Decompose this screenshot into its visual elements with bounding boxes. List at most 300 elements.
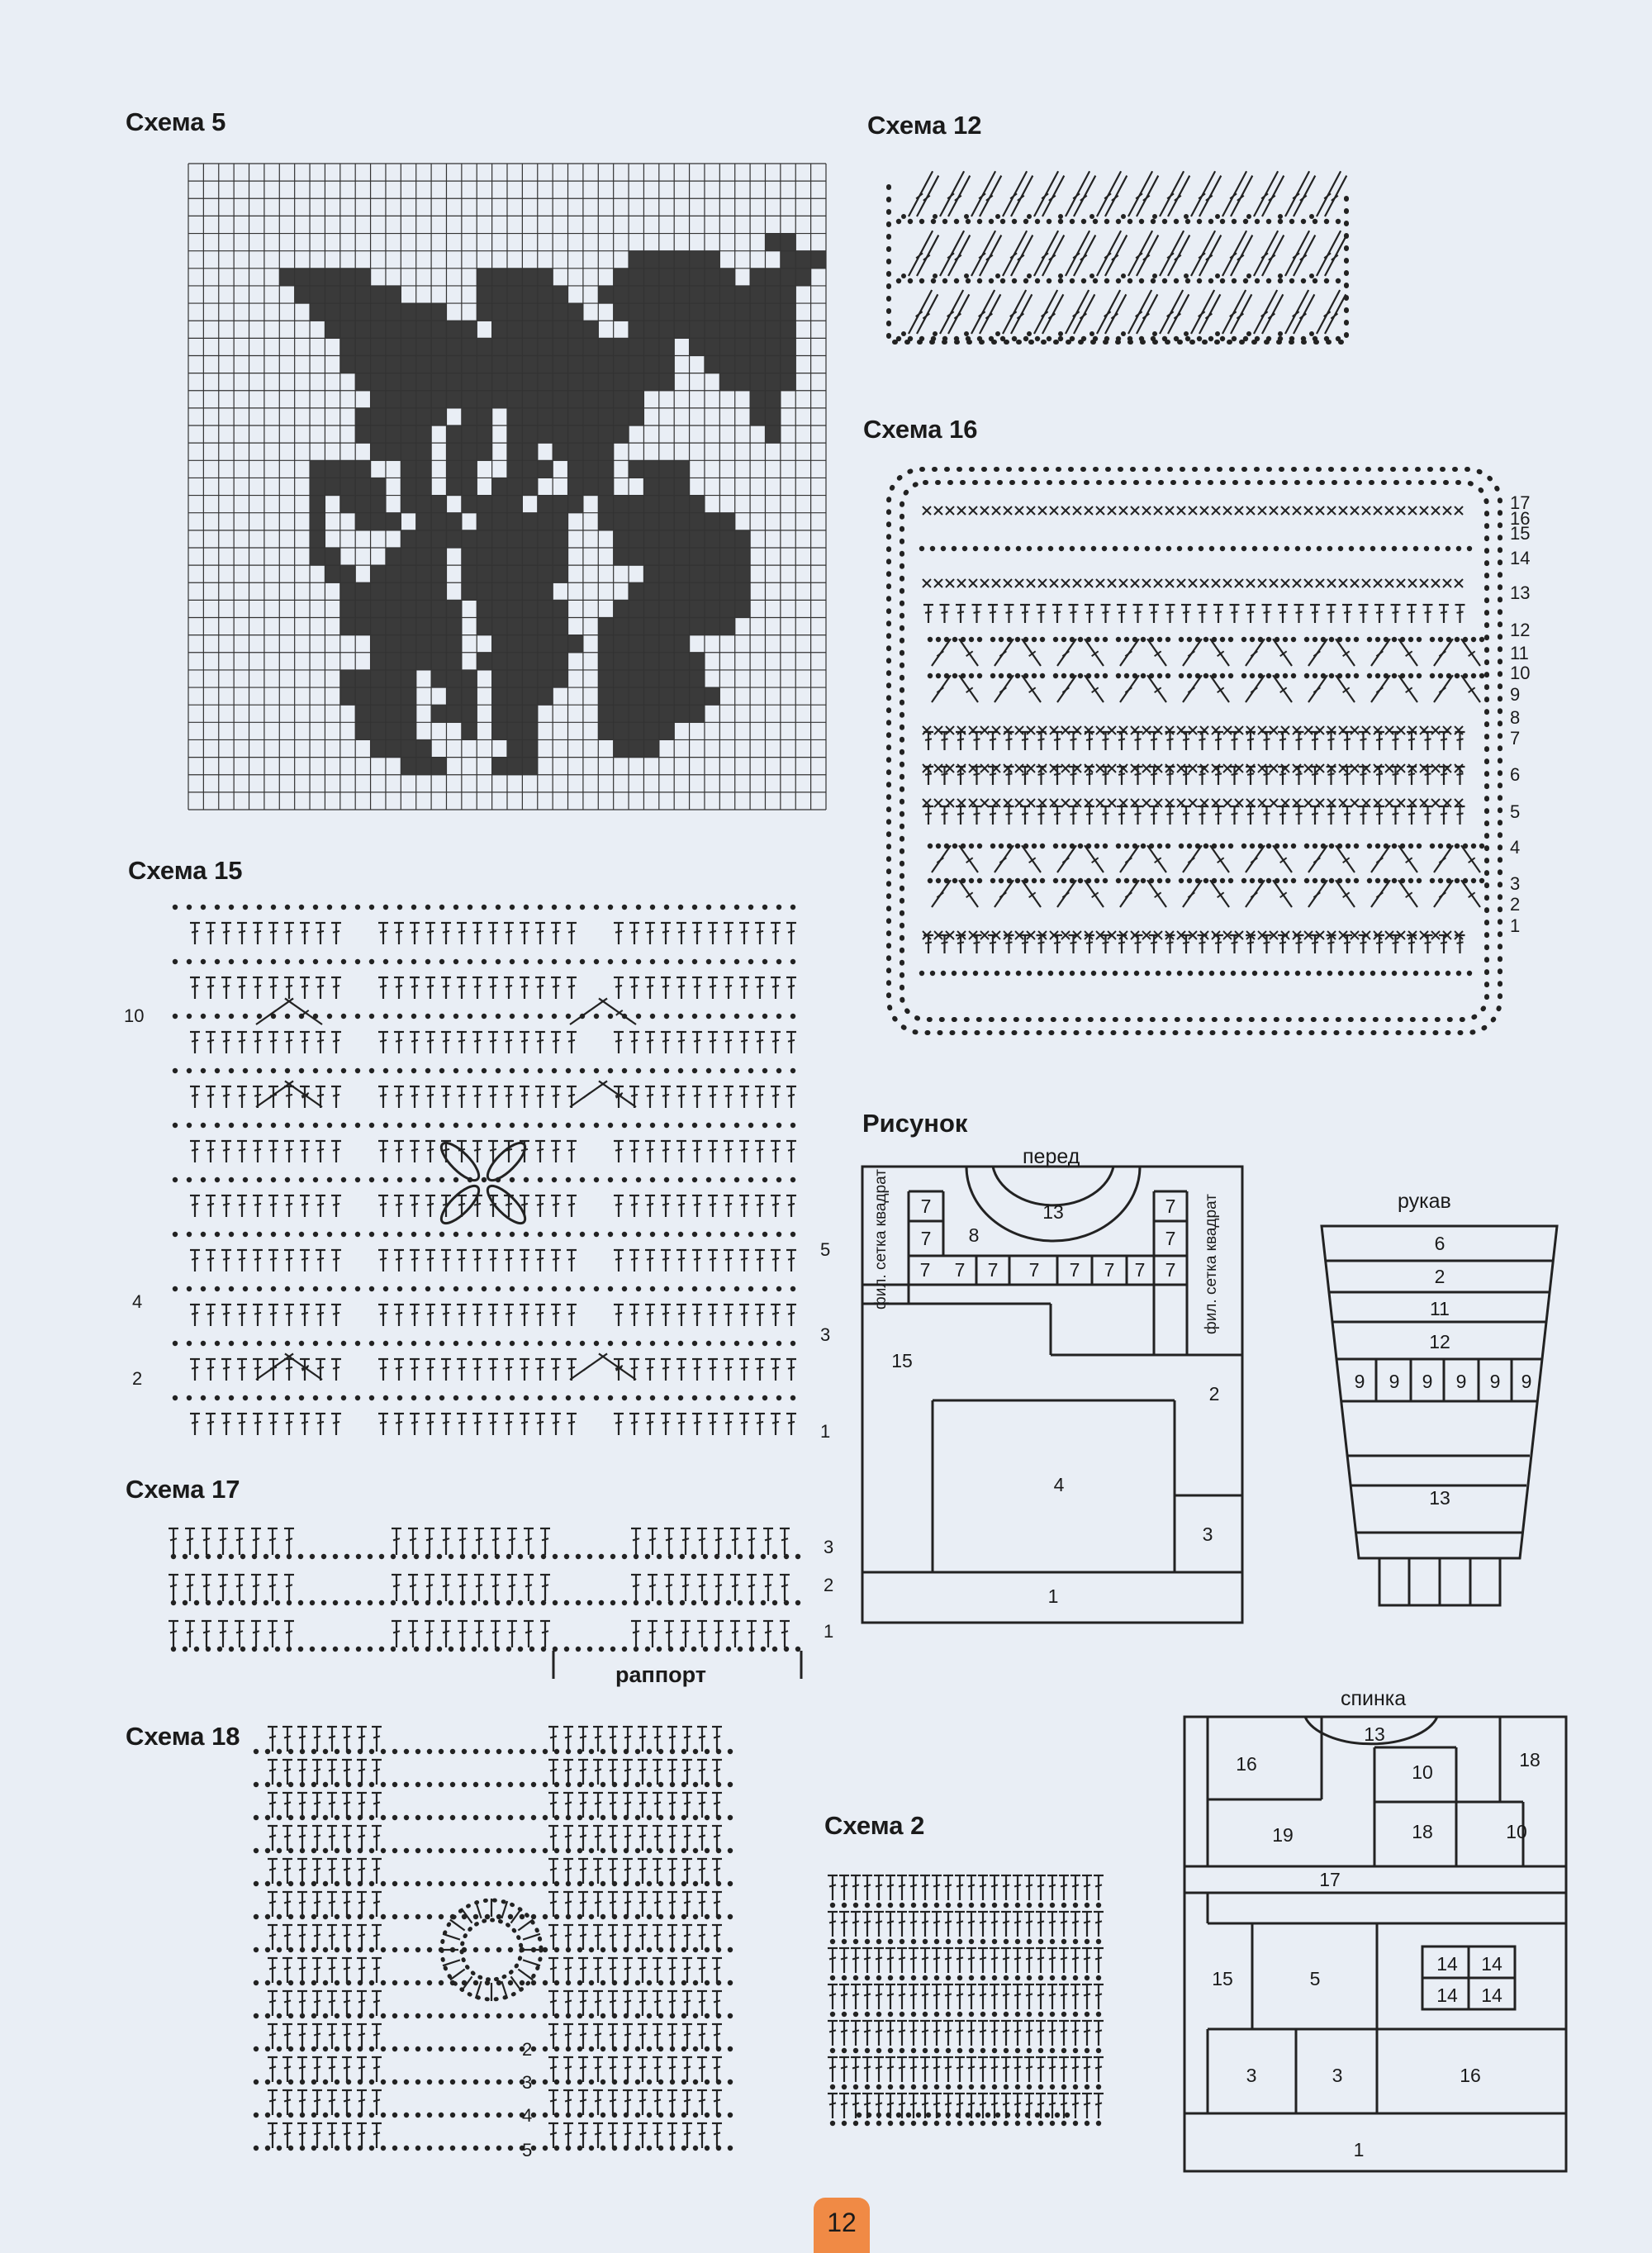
front-cell-7c: 7 [919, 1259, 931, 1281]
filled-cell [401, 355, 416, 373]
filled-cell [492, 478, 508, 496]
filled-cell [538, 513, 553, 531]
filled-cell [583, 478, 599, 496]
filled-cell [477, 653, 492, 671]
filled-cell [431, 670, 447, 688]
front-filet-left: фил. сетка квадрат [872, 1169, 890, 1309]
filled-cell [355, 338, 371, 356]
front-diagram [861, 1165, 1245, 1624]
filled-cell [629, 286, 644, 304]
schema-18-row-5: 5 [522, 2140, 533, 2160]
filled-cell [629, 496, 644, 514]
filled-cell [614, 425, 629, 444]
filled-cell [690, 618, 705, 636]
front-cell-8: 8 [968, 1224, 980, 1246]
filled-cell [522, 513, 538, 531]
filled-cell [355, 705, 371, 723]
filled-cell [477, 286, 492, 304]
filled-cell [705, 530, 720, 549]
back-caption: спинка [1341, 1687, 1407, 1710]
filled-cell [340, 496, 356, 514]
filled-cell [507, 513, 523, 531]
filled-cell [643, 722, 659, 740]
filled-cell [295, 269, 311, 287]
filled-cell [462, 338, 477, 356]
filled-cell [522, 739, 538, 758]
front-filet-right: фил. сетка квадрат [1203, 1194, 1220, 1334]
filled-cell [416, 373, 432, 392]
filled-cell [719, 269, 735, 287]
filled-cell [553, 408, 568, 426]
filled-cell [507, 687, 523, 706]
filled-cell [674, 478, 690, 496]
filled-cell [643, 565, 659, 583]
filled-cell [583, 460, 599, 478]
filled-cell [507, 758, 523, 776]
filled-cell [507, 496, 523, 514]
filled-cell [340, 355, 356, 373]
filled-cell [386, 739, 401, 758]
filled-cell [705, 582, 720, 601]
filled-cell [431, 548, 447, 566]
filled-cell [659, 303, 675, 321]
filled-cell [614, 635, 629, 654]
filled-cell [371, 618, 387, 636]
schema-16-row-12: 12 [1510, 620, 1531, 640]
filled-cell [583, 338, 599, 356]
filled-cell [538, 303, 553, 321]
filled-cell [522, 530, 538, 549]
filled-cell [492, 269, 508, 287]
filled-cell [659, 478, 675, 496]
schema-17-crochet-chart [165, 1512, 826, 1702]
filled-cell [598, 670, 614, 688]
filled-cell [735, 303, 751, 321]
filled-cell [492, 758, 508, 776]
filled-cell [446, 705, 462, 723]
filled-cell [659, 705, 675, 723]
filled-cell [643, 460, 659, 478]
filled-cell [553, 565, 568, 583]
filled-cell [507, 530, 523, 549]
filled-cell [477, 443, 492, 461]
filled-cell [735, 373, 751, 392]
filled-cell [310, 530, 325, 549]
filled-cell [614, 338, 629, 356]
filled-cell [659, 618, 675, 636]
filled-cell [325, 321, 340, 339]
filled-cell [462, 321, 477, 339]
filled-cell [355, 460, 371, 478]
filled-cell [416, 565, 432, 583]
filled-cell [371, 355, 387, 373]
filled-cell [568, 303, 584, 321]
filled-cell [705, 251, 720, 269]
filled-cell [507, 670, 523, 688]
back-cell-5: 5 [1309, 1968, 1321, 1989]
filled-cell [765, 286, 781, 304]
filled-cell [598, 355, 614, 373]
filled-cell [553, 373, 568, 392]
schema-15-row-10: 10 [124, 1005, 145, 1026]
filled-cell [583, 391, 599, 409]
filled-cell [462, 425, 477, 444]
filled-cell [659, 530, 675, 549]
filled-cell [371, 478, 387, 496]
filled-cell [629, 269, 644, 287]
title-schema-18: Схема 18 [126, 1722, 240, 1751]
filled-cell [522, 705, 538, 723]
filled-cell [325, 565, 340, 583]
front-cell-7e: 7 [987, 1259, 999, 1281]
schema-15-crochet-chart [157, 901, 818, 1454]
filled-cell [492, 548, 508, 566]
filled-cell [431, 338, 447, 356]
filled-cell [477, 391, 492, 409]
filled-cell [719, 565, 735, 583]
schema-18-row-3: 3 [522, 2072, 533, 2093]
filled-cell [719, 355, 735, 373]
filled-cell [614, 548, 629, 566]
filled-cell [386, 548, 401, 566]
filled-cell [477, 600, 492, 618]
filled-cell [598, 443, 614, 461]
filled-cell [674, 269, 690, 287]
filled-cell [431, 513, 447, 531]
filled-cell [705, 548, 720, 566]
filled-cell [538, 635, 553, 654]
back-cell-13: 13 [1364, 1723, 1385, 1745]
filled-cell [431, 321, 447, 339]
filled-cell [690, 286, 705, 304]
filled-cell [477, 496, 492, 514]
back-cell-17: 17 [1319, 1869, 1341, 1890]
filled-cell [765, 373, 781, 392]
filled-cell [507, 355, 523, 373]
filled-cell [416, 582, 432, 601]
filled-cell [659, 635, 675, 654]
filled-cell [690, 670, 705, 688]
filled-cell [553, 425, 568, 444]
filled-cell [765, 321, 781, 339]
filled-cell [431, 565, 447, 583]
filled-cell [538, 618, 553, 636]
filled-cell [492, 582, 508, 601]
filled-cell [674, 635, 690, 654]
filled-cell [614, 303, 629, 321]
filled-cell [643, 653, 659, 671]
filled-cell [492, 321, 508, 339]
filled-cell [629, 303, 644, 321]
filled-cell [492, 565, 508, 583]
filled-cell [538, 530, 553, 549]
filled-cell [462, 460, 477, 478]
filled-cell [614, 670, 629, 688]
filled-cell [355, 496, 371, 514]
filled-cell [522, 618, 538, 636]
filled-cell [371, 303, 387, 321]
filled-cell [614, 269, 629, 287]
filled-cell [568, 408, 584, 426]
filled-cell [629, 722, 644, 740]
filled-cell [614, 408, 629, 426]
filled-cell [598, 338, 614, 356]
schema-16-row-14: 14 [1510, 548, 1531, 568]
filled-cell [690, 530, 705, 549]
filled-cell [416, 355, 432, 373]
schema-5-filet-grid [188, 164, 826, 810]
filled-cell [629, 705, 644, 723]
filled-cell [583, 443, 599, 461]
back-cell-18b: 18 [1412, 1821, 1433, 1842]
sleeve-caption: рукав [1398, 1190, 1451, 1213]
filled-cell [568, 496, 584, 514]
filled-cell [765, 425, 781, 444]
filled-cell [705, 321, 720, 339]
filled-cell [492, 373, 508, 392]
schema-15-row-1: 1 [820, 1421, 831, 1442]
title-schema-16: Схема 16 [863, 415, 978, 444]
filled-cell [492, 530, 508, 549]
filled-cell [674, 653, 690, 671]
filled-cell [643, 513, 659, 531]
schema-18-row-2: 2 [522, 2039, 533, 2060]
filled-cell [598, 478, 614, 496]
filled-cell [477, 565, 492, 583]
schema-12-crochet-chart [882, 154, 1357, 360]
filled-cell [781, 251, 796, 269]
filled-cell [735, 530, 751, 549]
filled-cell [568, 425, 584, 444]
filled-cell [401, 635, 416, 654]
filled-cell [629, 653, 644, 671]
filled-cell [355, 303, 371, 321]
filled-cell [705, 565, 720, 583]
filled-cell [690, 600, 705, 618]
filled-cell [765, 269, 781, 287]
schema-2-crochet-chart [826, 1867, 1115, 2173]
filled-cell [553, 321, 568, 339]
filled-cell [690, 338, 705, 356]
filled-cell [446, 338, 462, 356]
filled-cell [568, 391, 584, 409]
filled-cell [705, 355, 720, 373]
filled-cell [659, 286, 675, 304]
schema-17-row-1: 1 [824, 1621, 834, 1642]
filled-cell [629, 530, 644, 549]
filled-cell [522, 565, 538, 583]
filled-cell [446, 460, 462, 478]
filled-cell [522, 670, 538, 688]
filled-cell [629, 548, 644, 566]
filled-cell [735, 600, 751, 618]
front-cell-13: 13 [1042, 1201, 1064, 1223]
filled-cell [371, 338, 387, 356]
filled-cell [446, 635, 462, 654]
filled-cell [401, 321, 416, 339]
filled-cell [538, 670, 553, 688]
filled-cell [507, 739, 523, 758]
filled-cell [614, 618, 629, 636]
filled-cell [522, 408, 538, 426]
filled-cell [401, 391, 416, 409]
sleeve-cell-13: 13 [1429, 1487, 1450, 1509]
filled-cell [477, 530, 492, 549]
filled-cell [492, 496, 508, 514]
filled-cell [705, 687, 720, 706]
filled-cell [553, 286, 568, 304]
filled-cell [629, 687, 644, 706]
filled-cell [719, 530, 735, 549]
filled-cell [371, 582, 387, 601]
filled-cell [446, 670, 462, 688]
schema-16-row-1: 1 [1510, 915, 1521, 936]
filled-cell [538, 600, 553, 618]
filled-cell [355, 670, 371, 688]
filled-cell [629, 391, 644, 409]
filled-cell [781, 286, 796, 304]
filled-cell [643, 269, 659, 287]
back-cell-18a: 18 [1519, 1749, 1540, 1771]
filled-cell [310, 286, 325, 304]
filled-cell [735, 321, 751, 339]
filled-cell [477, 618, 492, 636]
filled-cell [401, 408, 416, 426]
filled-cell [401, 548, 416, 566]
filled-cell [371, 513, 387, 531]
filled-cell [659, 548, 675, 566]
filled-cell [781, 269, 796, 287]
filled-cell [416, 478, 432, 496]
filled-cell [598, 722, 614, 740]
schema-16-row-4: 4 [1510, 837, 1521, 858]
filled-cell [401, 687, 416, 706]
schema-16-row-5: 5 [1510, 801, 1521, 822]
filled-cell [690, 321, 705, 339]
filled-cell [325, 286, 340, 304]
filled-cell [416, 513, 432, 531]
filled-cell [401, 530, 416, 549]
filled-cell [477, 582, 492, 601]
filled-cell [659, 338, 675, 356]
filled-cell [431, 303, 447, 321]
filled-cell [386, 338, 401, 356]
filled-cell [507, 722, 523, 740]
back-cell-14a: 14 [1436, 1953, 1458, 1975]
filled-cell [416, 391, 432, 409]
filled-cell [325, 303, 340, 321]
filled-cell [386, 355, 401, 373]
front-cell-7h: 7 [1104, 1259, 1115, 1281]
title-schema-2: Схема 2 [824, 1811, 925, 1840]
filled-cell [659, 653, 675, 671]
filled-cell [781, 321, 796, 339]
filled-cell [719, 373, 735, 392]
filled-cell [386, 635, 401, 654]
filled-cell [401, 582, 416, 601]
filled-cell [507, 321, 523, 339]
filled-cell [386, 687, 401, 706]
filled-cell [446, 653, 462, 671]
filled-cell [659, 670, 675, 688]
filled-cell [492, 286, 508, 304]
filled-cell [401, 600, 416, 618]
filled-cell [674, 303, 690, 321]
back-cell-14d: 14 [1481, 1984, 1502, 2006]
filled-cell [629, 739, 644, 758]
filled-cell [310, 496, 325, 514]
filled-cell [446, 687, 462, 706]
front-cell-15: 15 [891, 1350, 913, 1371]
filled-cell [446, 373, 462, 392]
filled-cell [386, 582, 401, 601]
filled-cell [674, 530, 690, 549]
sleeve-cell-9d: 9 [1455, 1371, 1467, 1392]
filled-cell [553, 303, 568, 321]
filled-cell [492, 618, 508, 636]
filled-cell [522, 548, 538, 566]
filled-cell [522, 303, 538, 321]
filled-cell [416, 739, 432, 758]
filled-cell [674, 251, 690, 269]
filled-cell [416, 758, 432, 776]
filled-cell [583, 321, 599, 339]
filled-cell [355, 425, 371, 444]
filled-cell [522, 582, 538, 601]
filled-cell [522, 443, 538, 461]
title-schema-12: Схема 12 [867, 111, 982, 140]
front-cell-7j: 7 [1165, 1195, 1176, 1217]
filled-cell [659, 355, 675, 373]
filled-cell [416, 443, 432, 461]
filled-cell [279, 269, 295, 287]
sleeve-cell-9f: 9 [1521, 1371, 1532, 1392]
filled-cell [371, 443, 387, 461]
filled-cell [431, 408, 447, 426]
filled-cell [719, 321, 735, 339]
front-cell-7i: 7 [1134, 1259, 1146, 1281]
filled-cell [386, 722, 401, 740]
filled-cell [325, 548, 340, 566]
back-cell-19: 19 [1272, 1824, 1294, 1846]
filled-cell [431, 582, 447, 601]
filled-cell [659, 373, 675, 392]
filled-cell [522, 338, 538, 356]
filled-cell [643, 687, 659, 706]
filled-cell [643, 496, 659, 514]
filled-cell [598, 286, 614, 304]
schema-15-row-2: 2 [132, 1368, 143, 1389]
sleeve-cell-6: 6 [1434, 1233, 1446, 1254]
filled-cell [690, 705, 705, 723]
filled-cell [750, 269, 766, 287]
filled-cell [507, 600, 523, 618]
filled-cell [659, 460, 675, 478]
filled-cell [598, 635, 614, 654]
filled-cell [674, 618, 690, 636]
filled-cell [719, 513, 735, 531]
filled-cell [462, 722, 477, 740]
filled-cell [371, 722, 387, 740]
filled-cell [507, 705, 523, 723]
filled-cell [735, 355, 751, 373]
filled-cell [340, 600, 356, 618]
filled-cell [492, 635, 508, 654]
filled-cell [340, 338, 356, 356]
filled-cell [522, 286, 538, 304]
filled-cell [507, 425, 523, 444]
filled-cell [507, 582, 523, 601]
